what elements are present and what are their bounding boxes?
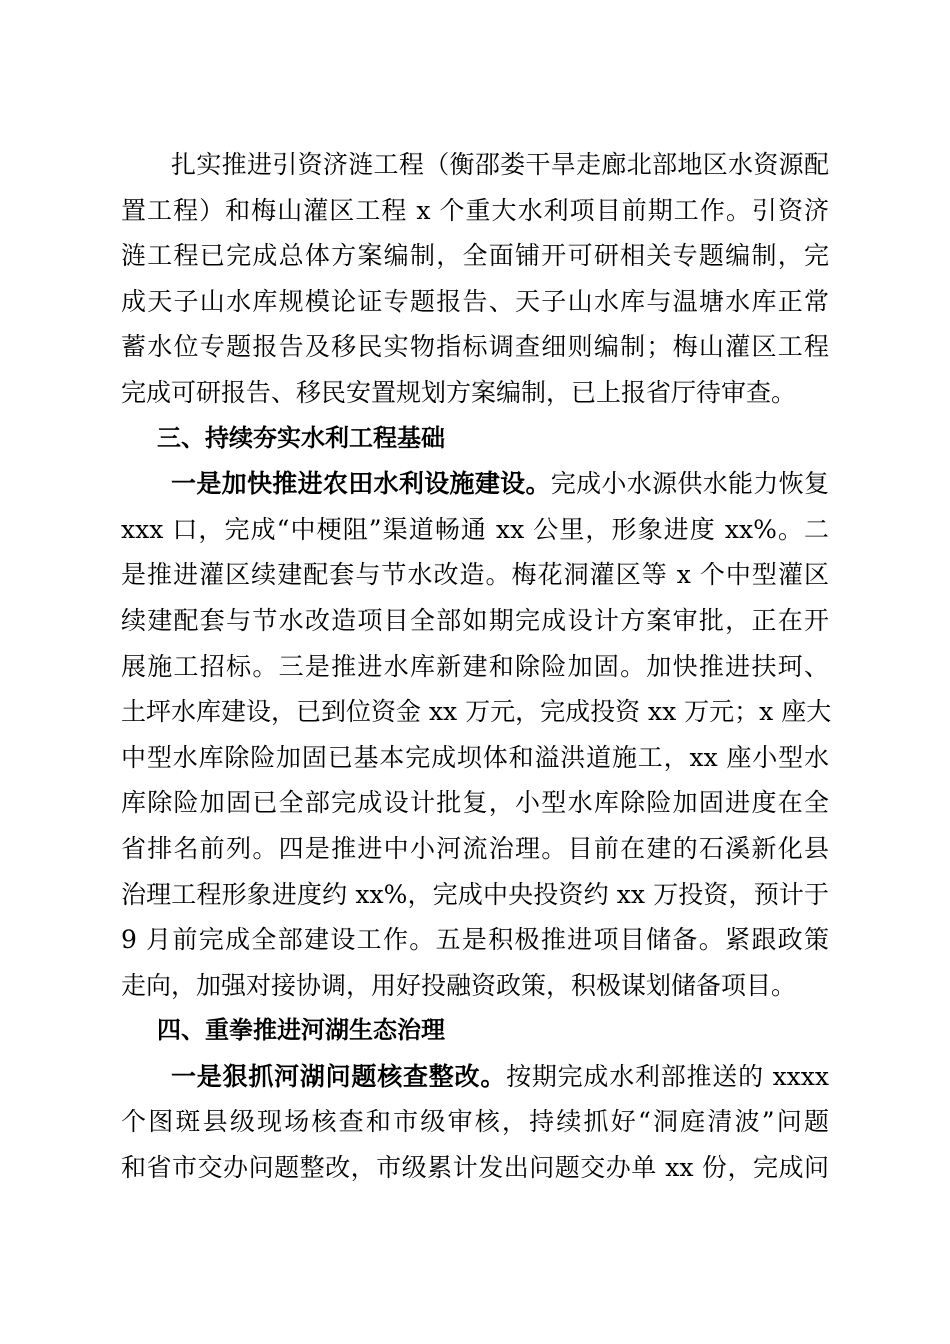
text-line: 扎实推进引资济涟工程（衡邵娄干旱走廊北部地区水资源配 [171, 150, 829, 179]
text-line: 续建配套与节水改造项目全部如期完成设计方案审批，正在开 [121, 605, 829, 635]
text-line: 成天子山水库规模论证专题报告、天子山水库与温塘水库正常 [121, 286, 829, 316]
text-line: 涟工程已完成总体方案编制，全面铺开可研相关专题编制，完 [121, 241, 829, 271]
text-line: 中型水库除险加固已基本完成坝体和溢洪道施工，xx 座小型水 [121, 742, 829, 772]
paragraph-water-infrastructure [121, 461, 832, 1008]
text-line: 土坪水库建设，已到位资金 xx 万元，完成投资 xx 万元；x 座大 [121, 697, 832, 727]
text-line: xxx 口，完成“中梗阻”渠道畅通 xx 公里，形象进度 xx%。二 [121, 514, 829, 544]
section-heading-4: 四、重拳推进河湖生态治理 [157, 1016, 445, 1045]
text-line: 蓄水位专题报告及移民实物指标调查细则编制；梅山灌区工程 [121, 332, 829, 362]
text-line: 库除险加固已全部完成设计批复，小型水库除险加固进度在全 [121, 788, 829, 818]
document-page [121, 142, 832, 1191]
text-line: 是推进灌区续建配套与节水改造。梅花洞灌区等 x 个中型灌区 [121, 560, 829, 590]
text-line: 完成可研报告、移民安置规划方案编制，已上报省厅待审查。 [121, 377, 797, 407]
text-line [121, 461, 829, 507]
paragraph-project-preparation [121, 142, 829, 416]
text-line: 展施工招标。三是推进水库新建和除险加固。加快推进扶珂、 [121, 651, 829, 681]
text-line: 省排名前列。四是推进中小河流治理。目前在建的石溪新化县 [121, 833, 829, 863]
text-line [121, 1054, 829, 1100]
text-line: 和省市交办问题整改，市级累计发出问题交办单 xx 份，完成问 [121, 1153, 829, 1183]
text-line: 置工程）和梅山灌区工程 x 个重大水利项目前期工作。引资济 [121, 195, 829, 225]
text-line: 个图斑县级现场核查和市级审核，持续抓好“洞庭清波”问题 [121, 1107, 829, 1137]
text-line: 治理工程形象进度约 xx%，完成中央投资约 xx 万投资，预计于 [121, 879, 829, 909]
lead-sentence: 一是狠抓河湖问题核查整改。 [171, 1061, 507, 1091]
text-run: 完成小水源供水能力恢复 [550, 469, 829, 499]
text-line: 走向，加强对接协调，用好投融资政策，积极谋划储备项目。 [121, 970, 797, 1000]
lead-sentence: 一是加快推进农田水利设施建设。 [171, 469, 551, 499]
text-line: 9 月前完成全部建设工作。五是积极推进项目储备。紧跟政策 [121, 925, 829, 955]
text-run: 按期完成水利部推送的 xxxx [506, 1061, 829, 1091]
section-heading-3: 三、持续夯实水利工程基础 [157, 423, 445, 452]
paragraph-river-lake-governance [121, 1054, 829, 1191]
